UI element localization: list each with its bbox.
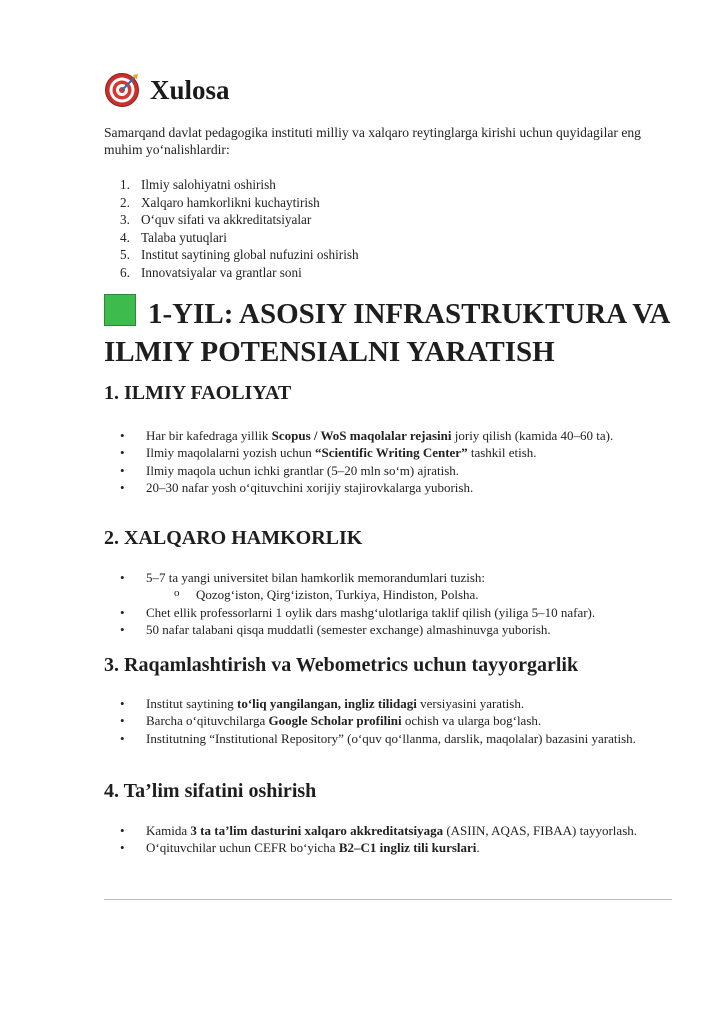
section2-list xyxy=(120,569,660,638)
target-icon xyxy=(104,72,140,108)
sublist xyxy=(146,586,660,603)
sublist-item: o Qozog‘iston, Qirg‘iziston, Turkiya, Hindiston, Polsha. xyxy=(146,586,660,603)
list-item: • 20–30 nafar yosh o‘qituvchini xorijiy stajirovkalarga yuborish. xyxy=(120,479,660,496)
section-heading-xalqaro-hamkorlik: 2. XALQARO HAMKORLIK xyxy=(104,527,363,549)
green-square-icon xyxy=(104,294,136,326)
list-item: • Har bir kafedraga yillik Scopus / WoS maqolalar rejasini joriy qilish (kamida 40–60 ta). xyxy=(120,427,660,444)
list-item: 4. Talaba yutuqlari xyxy=(120,229,227,245)
year1-heading xyxy=(104,294,684,371)
intro-paragraph: Samarqand davlat pedagogika instituti milliy va xalqaro reytinglarga kirishi uchun quyidagilar eng muhim yo‘nalishlardir: xyxy=(104,125,641,157)
xulosa-heading xyxy=(104,70,230,110)
list-item: • Ilmiy maqolalarni yozish uchun “Scientific Writing Center” tashkil etish. xyxy=(120,444,660,461)
section1-list xyxy=(120,427,660,496)
list-item: 2. Xalqaro hamkorlikni kuchaytirish xyxy=(120,194,320,210)
list-item: 1. Ilmiy salohiyatni oshirish xyxy=(120,177,276,192)
list-item: • Chet ellik professorlarni 1 oylik dars mashg‘ulotlariga taklif qilish (yiliga 5–10 nafar). xyxy=(120,604,660,621)
list-item: 3. O‘quv sifati va akkreditatsiyalar xyxy=(120,212,312,228)
priority-list xyxy=(120,176,660,282)
list-item: • Ilmiy maqola uchun ichki grantlar (5–20 mln so‘m) ajratish. xyxy=(120,462,660,479)
section-heading-raqamlashtirish: 3. Raqamlashtirish va Webometrics uchun tayyorgarlik xyxy=(104,654,579,676)
page-title: Xulosa xyxy=(150,74,230,105)
list-item: • O‘qituvchilar uchun CEFR bo‘yicha B2–C1 ingliz tili kurslari. xyxy=(120,839,660,856)
section-heading-talim-sifati: 4. Ta’lim sifatini oshirish xyxy=(104,780,317,802)
list-item: • 5–7 ta yangi universitet bilan hamkorlik memorandumlari tuzish: o Qozog‘iston, Qirg‘iziston, Turkiya, Hindiston, Polsha. xyxy=(120,569,660,604)
list-item: • Institut saytining to‘liq yangilangan, ingliz tilidagi versiyasini yaratish. xyxy=(120,695,660,712)
list-item: 6. Innovatsiyalar va grantlar soni xyxy=(120,264,302,280)
section-heading-ilmiy-faoliyat: 1. ILMIY FAOLIYAT xyxy=(104,382,292,404)
horizontal-rule xyxy=(104,899,672,900)
list-item: • Kamida 3 ta ta’lim dasturini xalqaro akkreditatsiyaga (ASIIN, AQAS, FIBAA) tayyorlash. xyxy=(120,822,660,839)
list-item: • 50 nafar talabani qisqa muddatli (semester exchange) almashinuvga yuborish. xyxy=(120,621,660,638)
section3-list xyxy=(120,695,660,747)
list-item: • Barcha o‘qituvchilarga Google Scholar profilini ochish va ularga bog‘lash. xyxy=(120,712,660,729)
year1-title: 1-YIL: ASOSIY INFRASTRUKTURA VA ILMIY POTENSIALNI YARATISH xyxy=(104,298,669,368)
list-item: • Institutning “Institutional Repository” (o‘quv qo‘llanma, darslik, maqolalar) bazasini yaratish. xyxy=(120,730,660,747)
section4-list xyxy=(120,822,660,857)
list-item: 5. Institut saytining global nufuzini oshirish xyxy=(120,247,359,263)
